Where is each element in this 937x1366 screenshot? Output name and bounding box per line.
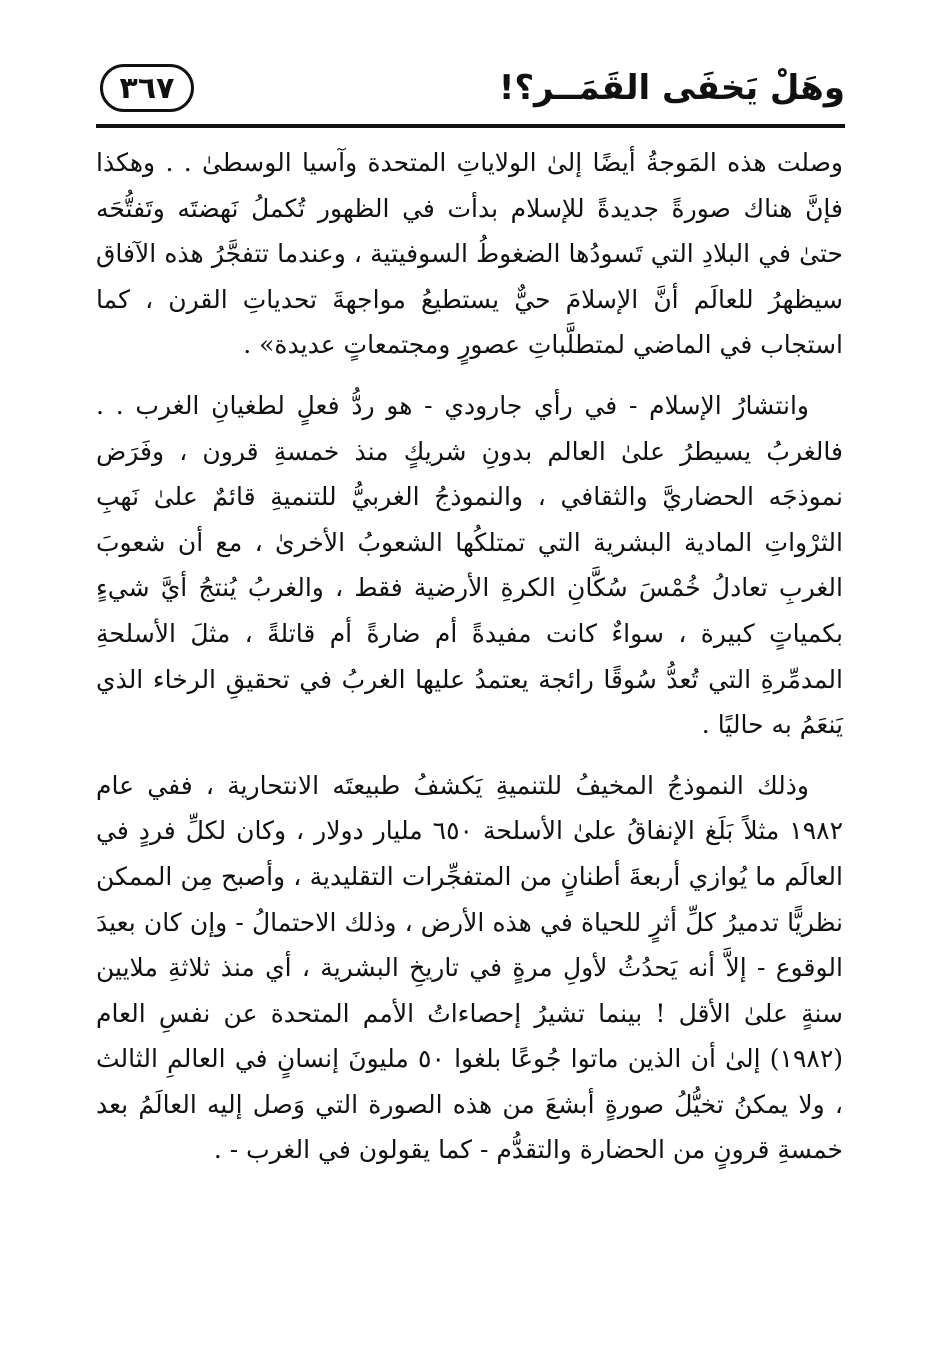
body-text [96,140,843,1188]
header-rule [96,124,845,128]
paragraph-3: وذلك النموذجُ المخيفُ للتنميةِ يَكشفُ طبيعتَه الانتحارية ، ففي عام ١٩٨٢ مثلاً بَلَغ الإنفاقُ علىٰ الأسلحة ٦٥٠ مليار دولار ، وكان لكلِّ فردٍ في العالَم ما يُوازي أربعةَ أطنانٍ من المتفجِّرات التقليدية ، وأصبح مِن الممكن نظريًّا تدميرُ كلِّ أثرٍ للحياة في هذه الأرض ، وذلك الاحتمالُ - وإن كان بعيدَ الوقوع - إلاَّ أنه يَحدُثُ لأولِ مرةٍ في تاريخِ البشرية ، أي منذ ثلاثةِ ملايين سنةٍ علىٰ الأقل ! بينما تشيرُ إحصاءاتُ الأمم المتحدة عن نفسِ العام (١٩٨٢) إلىٰ أن الذين ماتوا جُوعًا بلغوا ٥٠ مليونَ إنسانٍ في العالمِ الثالث ، ولا يمكنُ تخيُّلُ صورةٍ أبشعَ من هذه الصورة التي وَصل إليه العالَمُ بعد خمسةِ قرونٍ من الحضارة والتقدُّم - كما يقولون في الغرب - . [96,770,844,1165]
paragraph-2: وانتشارُ الإسلام - في رأي جارودي - هو ردُّ فعلٍ لطغيانِ الغرب . . فالغربُ يسيطرُ علىٰ العالم بدونِ شريكٍ منذ خمسةِ قرون ، وفَرَض نموذجَه الحضاريَّ والثقافي ، والنموذجُ الغربيُّ للتنميةِ قائمٌ علىٰ نَهبِ الثرْواتِ المادية البشرية التي تمتلكُها الشعوبُ الأخرىٰ ، مع أن شعوبَ الغربِ تعادلُ خُمْسَ سُكَّانِ الكرةِ الأرضية فقط ، والغربُ يُنتجُ أيَّ شيءٍ بكمياتٍ كبيرة ، سواءٌ كانت مفيدةً أم ضارةً أم قاتلةً ، مثلَ الأسلحةِ المدمِّرةِ التي تُعدُّ سُوقًا رائجة يعتمدُ عليها الغربُ في تحقيقِ الرخاء الذي يَنعَمُ به حاليًا . [96,390,843,740]
page-number-badge: ٣٦٧ [100,64,194,112]
page-header [96,58,845,128]
book-title: وهَلْ يَخفَى القَمَــر؟! [498,68,845,108]
paragraph-1: وصلت هذه المَوجةُ أيضًا إلىٰ الولاياتِ المتحدة وآسيا الوسطىٰ . . وهكذا فإنَّ هناك صورةً جديدةً للإسلام بدأت في الظهور تُكملُ نَهضتَه وتَفتُّحَه حتىٰ في البلادِ التي تَسودُها الضغوطُ السوفيتية ، وعندما تتفجَّرُ هذه الآفاق سيظهرُ للعالَم أنَّ الإسلامَ حيٌّ يستطيعُ مواجهةَ تحدياتِ القرن ، كما استجاب في الماضي لمتطلَّباتِ عصورٍ ومجتمعاتٍ عديدة» . [96,148,843,360]
